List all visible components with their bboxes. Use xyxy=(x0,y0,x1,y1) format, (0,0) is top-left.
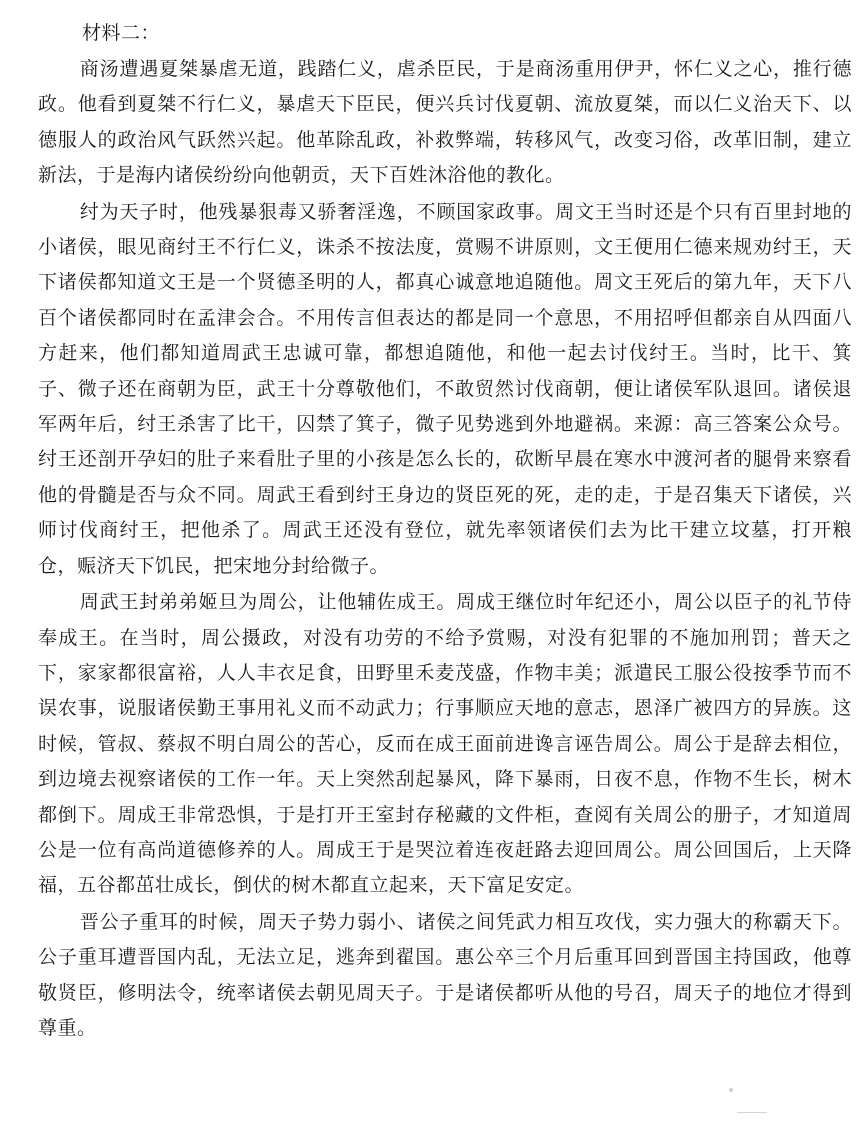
scan-artifact xyxy=(737,1112,767,1119)
paragraph-king-zhou: 纣为天子时，他残暴狠毒又骄奢淫逸，不顾国家政事。周文王当时还是个只有百里封地的小诸侯，眼见商纣王不行仁义，诛杀不按法度，赏赐不讲原则，文王便用仁德来规劝纣王，天下诸侯都知道文王是一个贤德圣明的人，都真心诚意地追随他。周文王死后的第九年，天下八百个诸侯都同时在孟津会合。不用传言但表达的都是同一个意思，不用招呼但都亲自从四面八方赶来，他们都知道周武王忠诚可靠，都想追随他，和他一起去讨伐纣王。当时，比干、箕子、微子还在商朝为臣，武王十分尊敬他们，不敢贸然讨伐商朝，便让诸侯军队退回。诸侯退军两年后，纣王杀害了比干，囚禁了箕子，微子见势逃到外地避祸。来源：高三答案公众号。纣王还剖开孕妇的肚子来看肚子里的小孩是怎么长的，砍断早晨在寒水中渡河者的腿骨来察看他的骨髓是否与众不同。周武王看到纣王身边的贤臣死的死，走的走，于是召集天下诸侯，兴师讨伐商纣王，把他杀了。周武王还没有登位，就先率领诸侯们去为比干建立坟墓，打开粮仓，赈济天下饥民，把宋地分封给微子。 xyxy=(38,200,852,577)
text-block xyxy=(38,14,852,1046)
material-heading: 材料二： xyxy=(82,22,161,44)
paragraph-duke-zhou: 周武王封弟弟姬旦为周公，让他辅佐成王。周成王继位时年纪还小，周公以臣子的礼节侍奉成王。在当时，周公摄政，对没有功劳的不给予赏赐，对没有犯罪的不施加刑罚；普天之下，家家都很富裕，人人丰衣足食，田野里禾麦茂盛，作物丰美；派遣民工服公役按季节而不误农事，说服诸侯勤王事用礼义而不动武力；行事顺应天地的意志，恩泽广被四方的异族。这时候，管叔、蔡叔不明白周公的苦心，反而在成王面前进谗言诬告周公。周公于是辞去相位，到边境去视察诸侯的工作一年。天上突然刮起暴风，降下暴雨，日夜不息，作物不生长，树木都倒下。周成王非常恐惧，于是打开王室封存秘藏的文件柜，查阅有关周公的册子，才知道周公是一位有高尚道德修养的人。周成王于是哭泣着连夜赶路去迎回周公。周公回国后，上天降福，五谷都茁壮成长，倒伏的树木都直立起来，天下富足安定。 xyxy=(38,591,852,897)
paragraph-shang-tang: 商汤遭遇夏桀暴虐无道，践踏仁义，虐杀臣民，于是商汤重用伊尹，怀仁义之心，推行德政。他看到夏桀不行仁义，暴虐天下臣民，便兴兵讨伐夏朝、流放夏桀，而以仁义治天下、以德服人的政治风气跃然兴起。他革除乱政，补救弊端，转移风气，改变习俗，改革旧制，建立新法，于是海内诸侯纷纷向他朝贡，天下百姓沐浴他的教化。 xyxy=(38,58,852,187)
paragraph-chong-er: 晋公子重耳的时候，周天子势力弱小、诸侯之间凭武力相互攻伐，实力强大的称霸天下。公子重耳遭晋国内乱，无法立足，逃奔到翟国。惠公卒三个月后重耳回到晋国主持国政，他尊敬贤臣，修明法令，统率诸侯去朝见周天子。于是诸侯都听从他的号召，周天子的地位才得到尊重。 xyxy=(38,910,852,1039)
scan-speck xyxy=(729,1088,733,1092)
